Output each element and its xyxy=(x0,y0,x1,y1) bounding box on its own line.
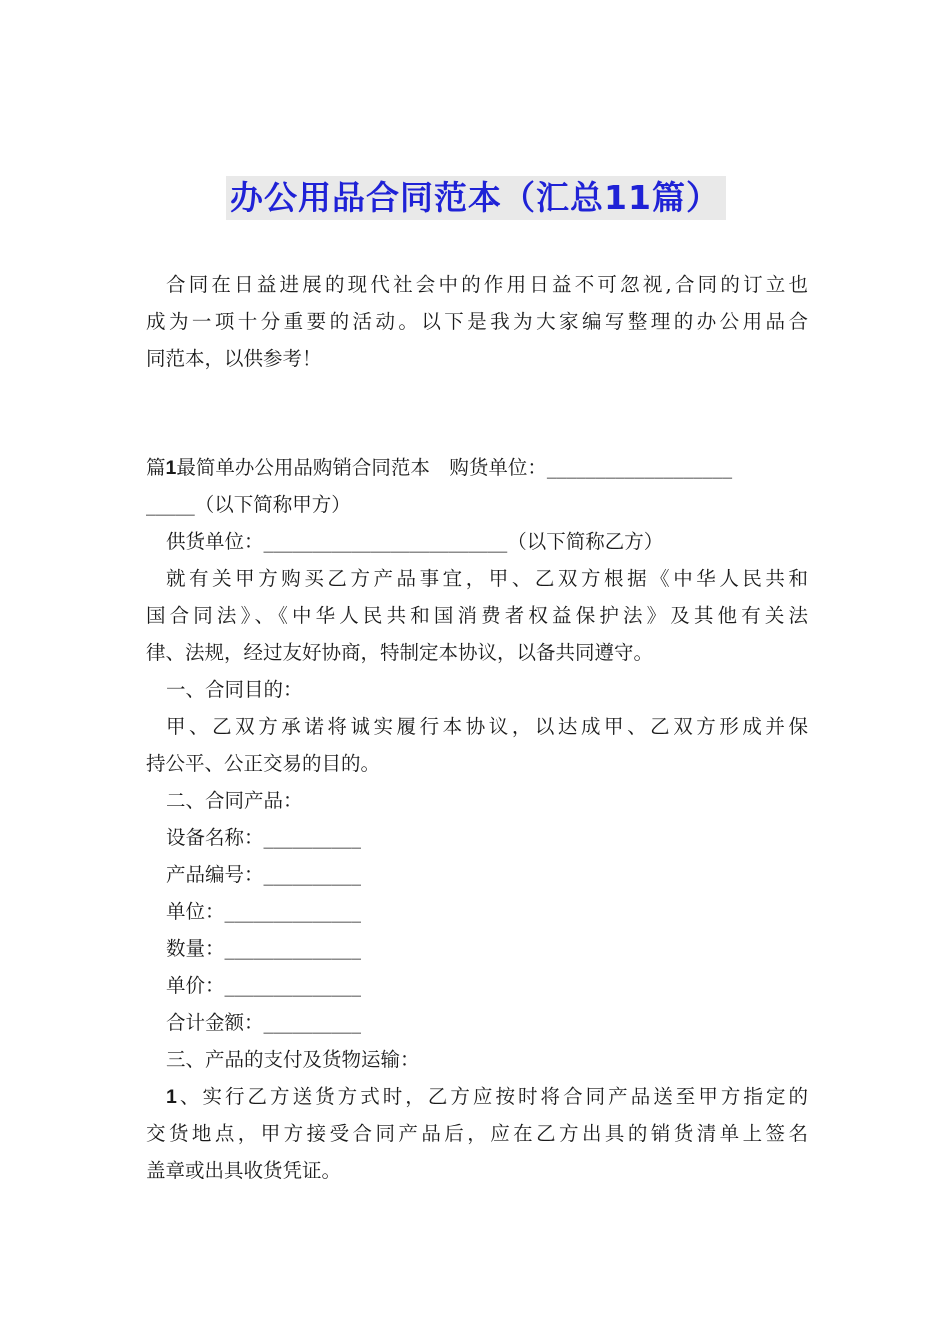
field-quantity: 数量：______________ xyxy=(166,937,362,960)
clause-1-line: 持公平、公正交易的目的。 xyxy=(146,752,381,775)
field-device-name: 设备名称：__________ xyxy=(166,826,362,849)
item-1-line: 盖章或出具收货凭证。 xyxy=(146,1159,342,1182)
preamble-line: 就有关甲方购买乙方产品事宜，甲、乙双方根据《中华人民共和 xyxy=(166,567,808,590)
intro-line: 合同在日益进展的现代社会中的作用日益不可忽视,合同的订立也 xyxy=(166,273,808,296)
buyer-continuation: _____（以下简称甲方） xyxy=(146,493,351,516)
preamble-line: 律、法规，经过友好协商，特制定本协议，以备共同遵守。 xyxy=(146,641,654,664)
section-heading-prefix: 篇 xyxy=(146,456,166,479)
intro-line: 同范本，以供参考！ xyxy=(146,347,322,370)
item-1-line xyxy=(146,1078,808,1115)
item-1-text: 、实行乙方送货方式时，乙方应按时将合同产品送至甲方指定的 xyxy=(176,1085,808,1108)
preamble-line: 国合同法》、《中华人民共和国消费者权益保护法》及其他有关法 xyxy=(146,604,808,627)
item-1-line: 交货地点，甲方接受合同产品后，应在乙方出具的销货清单上签名 xyxy=(146,1122,808,1145)
field-unit: 单位：______________ xyxy=(166,900,362,923)
supplier-line: 供货单位：_________________________（以下简称乙方） xyxy=(166,530,664,553)
section-number: 1 xyxy=(165,457,177,479)
document-title: 办公用品合同范本（汇总11篇） xyxy=(226,176,726,220)
intro-line: 成为一项十分重要的活动。以下是我为大家编写整理的办公用品合 xyxy=(146,310,808,333)
intro-paragraph xyxy=(146,266,808,377)
clause-3-heading: 三、产品的支付及货物运输： xyxy=(166,1048,420,1071)
clause-2-heading: 二、合同产品： xyxy=(166,789,303,812)
field-total: 合计金额：__________ xyxy=(166,1011,362,1034)
title-container xyxy=(0,176,950,220)
clause-1-heading: 一、合同目的： xyxy=(166,678,303,701)
item-number: 1 xyxy=(166,1086,177,1108)
section-heading-text: 最简单办公用品购销合同范本 购货单位：___________________ xyxy=(176,456,733,479)
section-heading xyxy=(146,449,808,486)
clause-1-line: 甲、乙双方承诺将诚实履行本协议，以达成甲、乙双方形成并保 xyxy=(166,715,808,738)
field-product-code: 产品编号：__________ xyxy=(166,863,362,886)
field-unit-price: 单价：______________ xyxy=(166,974,362,997)
section-1 xyxy=(146,449,808,1189)
